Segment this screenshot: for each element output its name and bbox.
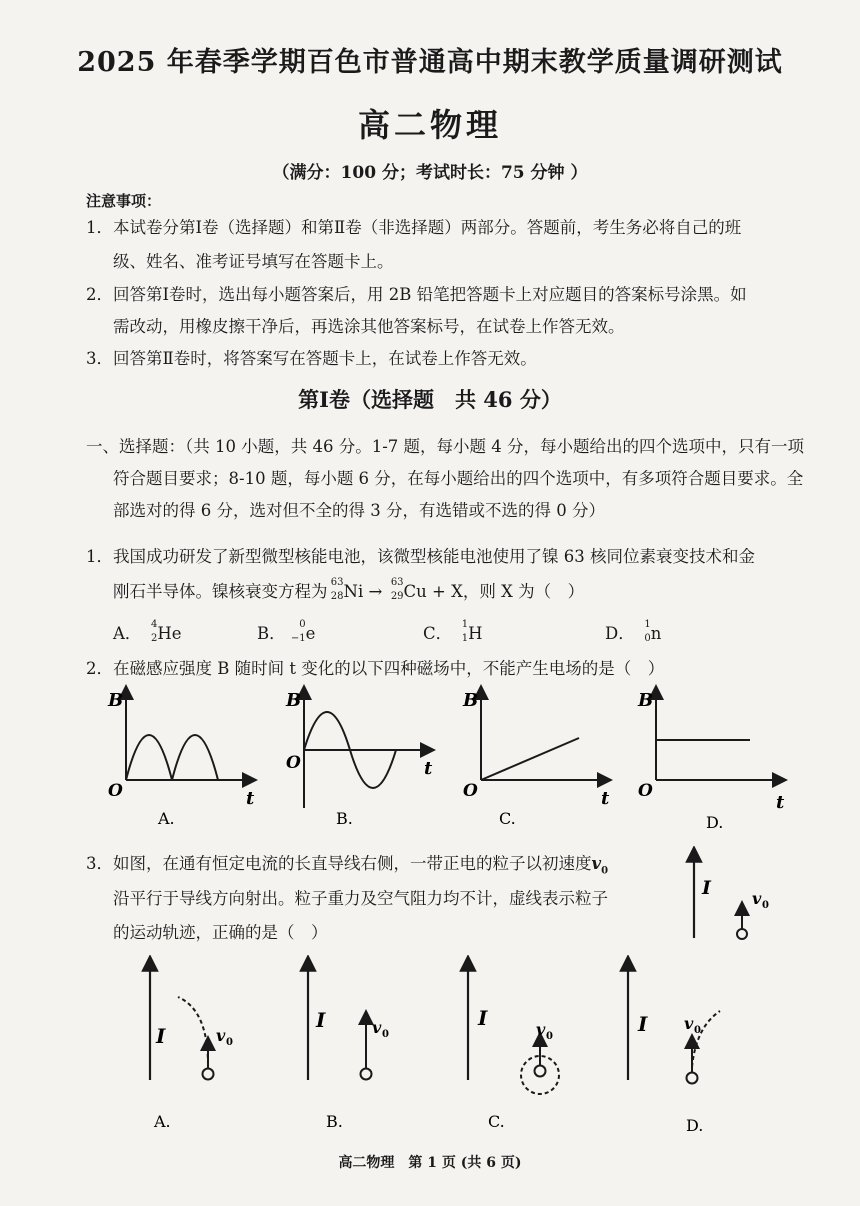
q1-option-c: C． 1 1 H [423,619,483,644]
instructions-line-3: 部选对的得 6 分，选对但不全的得 3 分，有选错或不选的得 0 分） [113,501,605,520]
svg-text:B.: B. [326,1112,343,1131]
svg-text:0: 0 [762,900,769,911]
svg-text:t: t [776,792,785,813]
q1-line-2: 刚石半导体。镍核衰变方程为 63 28 Ni → 63 29 Cu + X，则 X 为（ ） [113,577,585,602]
notice-item-1: 1．本试卷分第Ⅰ卷（选择题）和第Ⅱ卷（非选择题）两部分。答题前，考生务必将自己的班 [86,218,742,237]
graph-c-label: C. [499,809,516,828]
svg-text:t: t [601,788,610,809]
notice-item-2: 2．回答第Ⅰ卷时，选出每小题答案后，用 2B 铅笔把答题卡上对应题目的答案标号涂黑。如 [86,285,747,304]
svg-text:O: O [463,781,478,801]
q2-graphs [100,684,800,834]
q3-option-d [628,963,720,1135]
q3-line-1: 3．如图，在通有恒定电流的长直导线右侧，一带正电的粒子以初速度$v_0$ [86,854,609,877]
graph-b [285,690,433,828]
graph-d-label: D. [706,813,724,832]
svg-text:I: I [702,877,711,899]
section-title: 第Ⅰ卷（选择题 共 46 分） [298,387,562,412]
exam-meta: （满分：100 分；考试时长：75 分钟 ） [272,163,588,183]
svg-text:C.: C. [488,1112,505,1131]
svg-text:v: v [752,889,762,908]
graph-b-label: B. [336,809,353,828]
q3-line-3: 的运动轨迹，正确的是（ ） [113,923,328,942]
graph-a-label: A. [158,809,175,828]
svg-text:I: I [316,1008,326,1032]
svg-text:O: O [638,781,653,801]
svg-text:B: B [463,690,479,711]
svg-text:A.: A. [154,1112,171,1131]
graph-a [107,690,255,828]
graph-c [462,690,610,828]
svg-text:O: O [108,781,123,801]
subject-title: 高二物理 [357,106,502,144]
svg-text:t: t [424,758,433,779]
svg-text:t: t [246,788,255,809]
q3-options [110,955,770,1140]
exam-title: 2025 年春季学期百色市普通高中期末教学质量调研测试 [77,47,783,78]
svg-text:0: 0 [382,1029,389,1040]
q2-stem: 2．在磁感应强度 B 随时间 t 变化的以下四种磁场中，不能产生电场的是（ ） [86,659,665,678]
q3-line-2: 沿平行于导线方向射出。粒子重力及空气阻力均不计，虚线表示粒子 [113,889,608,908]
svg-text:B: B [108,690,124,711]
svg-text:I: I [638,1012,648,1036]
svg-text:v: v [372,1018,382,1037]
instructions-line-1: 一、选择题：（共 10 小题，共 46 分。1-7 题，每小题 4 分，每小题给出的四个选项中，只有一项 [86,437,805,456]
notice-item-1-cont: 级、姓名、准考证号填写在答题卡上。 [113,252,394,271]
nuclide-ni: 63 28 [330,577,344,602]
q3-option-c [468,963,559,1131]
notice-heading: 注意事项： [86,192,162,210]
page-footer: 高二物理 第 1 页 (共 6 页) [338,1155,522,1171]
q3-reference-figure [680,846,780,946]
notice-item-2-cont: 需改动，用橡皮擦干净后，再选涂其他答案标号，在试卷上作答无效。 [113,317,625,336]
q3-option-a [150,963,233,1131]
svg-text:D.: D. [686,1116,704,1135]
instructions-line-2: 符合题目要求；8-10 题，每小题 6 分，在每小题给出的四个选项中，有多项符合题目要求。全 [113,469,804,488]
svg-text:I: I [156,1024,166,1048]
svg-text:I: I [478,1006,488,1030]
svg-text:B: B [286,690,302,711]
q3-option-b [308,963,389,1131]
svg-text:v: v [536,1020,546,1039]
notice-item-3: 3．回答第Ⅱ卷时，将答案写在答题卡上，在试卷上作答无效。 [86,349,537,368]
svg-text:B: B [638,690,654,711]
svg-text:0: 0 [694,1025,701,1036]
graph-d [637,690,785,832]
svg-text:0: 0 [226,1037,233,1048]
nuclide-cu: 63 29 [390,577,404,602]
svg-text:v: v [216,1026,226,1045]
svg-text:v: v [684,1014,694,1033]
svg-text:0: 0 [546,1031,553,1042]
svg-text:O: O [286,753,301,773]
q1-option-d: D． 1 0 n [605,619,662,644]
q1-option-b: B． 0 −1 e [257,619,316,644]
q1-option-a: A． 4 2 He [113,619,182,644]
q1-line-1: 1．我国成功研发了新型微型核能电池，该微型核能电池使用了镍 63 核同位素衰变技术和金 [86,547,755,566]
